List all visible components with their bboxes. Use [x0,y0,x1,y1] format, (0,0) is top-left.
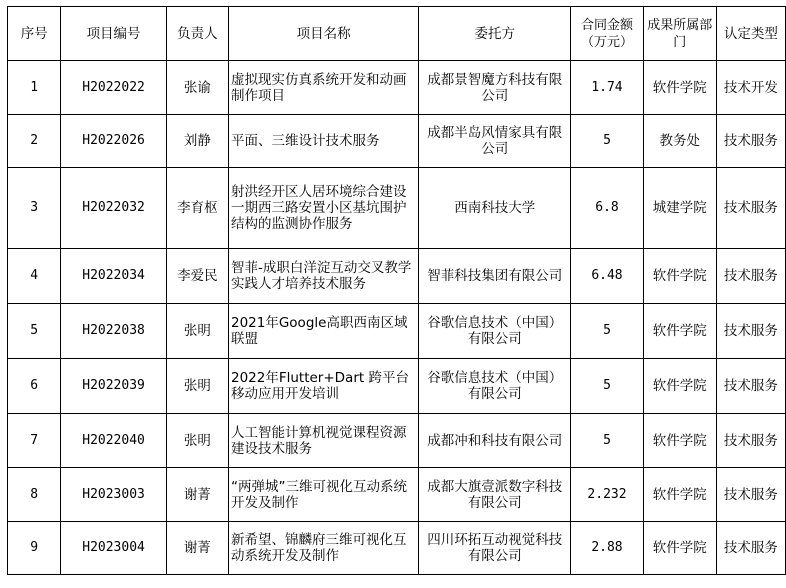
cell-leader: 张谕 [166,61,228,115]
cell-leader: 张明 [166,414,228,468]
table-row [8,414,786,468]
project-table [7,6,786,575]
cell-client: 成都景智魔方科技有限公司 [419,61,571,115]
cell-project-name: 射洪经开区人居环境综合建设一期西三路安置小区基坑围护结构的监测协作服务 [228,168,418,249]
cell-project-code: H2022039 [61,359,166,414]
cell-client: 四川环拓互动视觉科技有限公司 [419,522,571,575]
cell-department: 软件学院 [643,304,716,359]
cell-leader: 张明 [166,359,228,414]
header-row [8,7,786,61]
cell-index: 2 [8,115,61,168]
cell-leader: 刘静 [166,115,228,168]
cell-client: 谷歌信息技术（中国）有限公司 [419,304,571,359]
cell-project-name: 虚拟现实仿真系统开发和动画制作项目 [228,61,418,115]
cell-index: 1 [8,61,61,115]
cell-department: 城建学院 [643,168,716,249]
cell-project-name: 2021年Google高职西南区域联盟 [228,304,418,359]
table-row [8,115,786,168]
cell-amount: 2.232 [571,468,644,522]
cell-client: 西南科技大学 [419,168,571,249]
table-row [8,168,786,249]
cell-amount: 5 [571,115,644,168]
cell-project-code: H2023004 [61,522,166,575]
cell-client: 成都冲和科技有限公司 [419,414,571,468]
cell-project-name: 平面、三维设计技术服务 [228,115,418,168]
cell-client: 智菲科技集团有限公司 [419,249,571,304]
cell-project-code: H2022038 [61,304,166,359]
cell-amount: 5 [571,414,644,468]
cell-index: 3 [8,168,61,249]
header-department: 成果所属部门 [643,7,716,61]
cell-type: 技术服务 [716,304,785,359]
cell-type: 技术服务 [716,468,785,522]
table-row [8,304,786,359]
cell-amount: 5 [571,304,644,359]
cell-department: 软件学院 [643,249,716,304]
cell-client: 成都半岛风情家具有限公司 [419,115,571,168]
cell-leader: 李育枢 [166,168,228,249]
cell-amount: 2.88 [571,522,644,575]
table-row [8,359,786,414]
cell-index: 7 [8,414,61,468]
header-type: 认定类型 [716,7,785,61]
cell-amount: 5 [571,359,644,414]
cell-leader: 谢菁 [166,522,228,575]
cell-department: 软件学院 [643,522,716,575]
cell-index: 4 [8,249,61,304]
header-index: 序号 [8,7,61,61]
cell-department: 软件学院 [643,61,716,115]
cell-index: 8 [8,468,61,522]
cell-project-code: H2022032 [61,168,166,249]
table-row [8,249,786,304]
cell-project-code: H2022022 [61,61,166,115]
cell-department: 软件学院 [643,359,716,414]
cell-project-code: H2022040 [61,414,166,468]
cell-department: 软件学院 [643,468,716,522]
cell-leader: 李爱民 [166,249,228,304]
cell-type: 技术服务 [716,522,785,575]
cell-type: 技术服务 [716,249,785,304]
cell-project-name: 人工智能计算机视觉课程资源建设技术服务 [228,414,418,468]
header-contract-amount: 合同金额（万元） [571,7,644,61]
cell-leader: 谢菁 [166,468,228,522]
cell-project-name: “两弹城”三维可视化互动系统开发及制作 [228,468,418,522]
header-client: 委托方 [419,7,571,61]
header-project-name: 项目名称 [228,7,418,61]
cell-index: 6 [8,359,61,414]
cell-amount: 6.48 [571,249,644,304]
cell-type: 技术服务 [716,414,785,468]
header-project-code: 项目编号 [61,7,166,61]
cell-index: 5 [8,304,61,359]
cell-type: 技术服务 [716,359,785,414]
cell-client: 成都大旗壹派数字科技有限公司 [419,468,571,522]
table-row [8,61,786,115]
cell-amount: 1.74 [571,61,644,115]
cell-project-name: 2022年Flutter+Dart 跨平台移动应用开发培训 [228,359,418,414]
cell-client: 谷歌信息技术（中国）有限公司 [419,359,571,414]
cell-amount: 6.8 [571,168,644,249]
table-row [8,522,786,575]
cell-department: 软件学院 [643,414,716,468]
cell-type: 技术开发 [716,61,785,115]
cell-project-code: H2023003 [61,468,166,522]
cell-leader: 张明 [166,304,228,359]
cell-type: 技术服务 [716,168,785,249]
cell-project-code: H2022034 [61,249,166,304]
cell-project-name: 新希望、锦麟府三维可视化互动系统开发及制作 [228,522,418,575]
cell-index: 9 [8,522,61,575]
header-leader: 负责人 [166,7,228,61]
cell-project-code: H2022026 [61,115,166,168]
cell-project-name: 智菲-成职白洋淀互动交叉教学实践人才培养技术服务 [228,249,418,304]
cell-department: 教务处 [643,115,716,168]
table-row [8,468,786,522]
cell-type: 技术服务 [716,115,785,168]
